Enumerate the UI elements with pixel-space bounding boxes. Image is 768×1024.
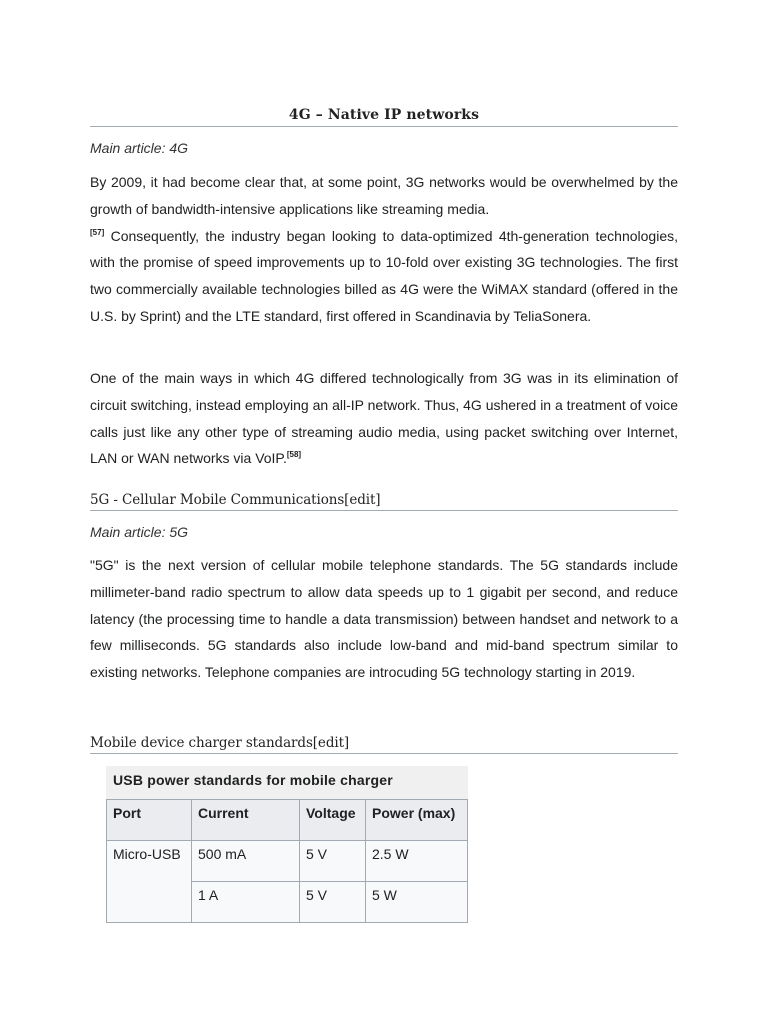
section-heading-charger: Mobile device charger standards[edit]: [90, 735, 350, 751]
paragraph-text: By 2009, it had become clear that, at some point, 3G networks would be overwhelmed by the growth of bandwidth-intensive applications like streaming media.: [90, 174, 678, 217]
cell-current: 500 mA: [192, 841, 300, 882]
section-heading-5g: 5G - Cellular Mobile Communications[edit]: [90, 492, 381, 508]
table-caption: USB power standards for mobile charger: [106, 766, 468, 799]
paragraph-5g-1: "5G" is the next version of cellular mobile telephone standards. The 5G standards include millimeter-band radio spectrum to allow data speeds up to 1 gigabit per second, and reduce latency (the processing time to handle a data transmission) between handset and network to a few milliseconds. 5G standards also include low-band and mid-band spectrum similar to existing networks. Telephone companies are introcuding 5G technology starting in 2019.: [90, 557, 678, 681]
cell-power: 2.5 W: [366, 841, 468, 882]
main-article-link-5g[interactable]: Main article: 5G: [90, 524, 189, 540]
citation-link[interactable]: [57]: [90, 227, 105, 237]
header-power: Power (max): [366, 800, 468, 841]
header-current: Current: [192, 800, 300, 841]
cell-voltage: 5 V: [300, 882, 366, 923]
heading-divider: [90, 510, 678, 511]
heading-divider: [90, 126, 678, 127]
usb-power-table: [106, 766, 468, 923]
paragraph-text: One of the main ways in which 4G differed technologically from 3G was in its elimination of circuit switching, instead employing an all-IP network. Thus, 4G ushered in a treatment of voice calls just like any other type of streaming audio media, using packet switching over Internet, LAN or WAN networks via VoIP.: [90, 370, 678, 467]
heading-divider: [90, 753, 678, 754]
cell-voltage: 5 V: [300, 841, 366, 882]
main-article-link-4g[interactable]: Main article: 4G: [90, 140, 189, 156]
paragraph-4g-2: [90, 365, 678, 472]
paragraph-text: Consequently, the industry began looking to data-optimized 4th-generation technologies, with the promise of speed improvements up to 10-fold over existing 3G technologies. The first two commercially available technologies billed as 4G were the WiMAX standard (offered in the U.S. by Sprint) and the LTE standard, first offered in Scandinavia by TeliaSonera.: [90, 227, 678, 324]
cell-current: 1 A: [192, 882, 300, 923]
cell-port: Micro-USB: [107, 841, 192, 923]
header-port: Port: [107, 800, 192, 841]
paragraph-4g-1: [90, 169, 678, 330]
cell-power: 5 W: [366, 882, 468, 923]
section-heading-4g: 4G – Native IP networks: [288, 107, 480, 123]
header-voltage: Voltage: [300, 800, 366, 841]
citation-link[interactable]: [58]: [286, 450, 302, 460]
table-header-row: [107, 800, 468, 841]
table-row: [107, 841, 468, 882]
